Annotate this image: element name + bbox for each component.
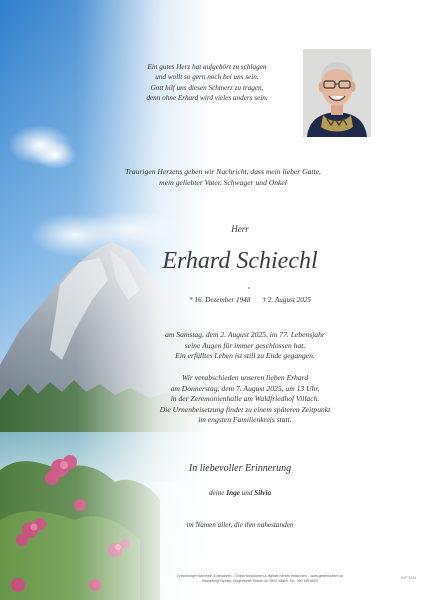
poem-line: und wollt so gern noch bei uns sein. — [155, 73, 259, 82]
farewell-details — [130, 373, 360, 426]
memory-heading: In liebevoller Erinnerung — [188, 463, 292, 474]
footer-imprint — [150, 574, 370, 584]
farewell-line: Wir verabschieden unseren lieben Erhard — [181, 373, 309, 382]
farewell-line: Die Urnenbeisetzung findet zu einem späteren Zeitpunkt — [159, 404, 331, 414]
mourner-name: Inge — [226, 489, 240, 497]
portrait-photo — [303, 49, 371, 137]
farewell-line: am Donnerstag, dem 7. August 2025, um 13 Uhr, — [170, 383, 320, 393]
poem — [118, 62, 296, 104]
passing-announcement — [130, 330, 360, 362]
template-code: SVP 9234 — [400, 576, 416, 580]
footer-line: Bestattung Kärnten, Klagenfurter Straße 44, 9500 Villach, Tel.: 050 199 6600 — [202, 579, 318, 583]
death-date: † 2. August 2025 — [262, 296, 312, 304]
deceased-name: Erhard Schiechl — [162, 248, 318, 274]
closing-line: im Namen aller, die ihm nahestanden — [186, 521, 294, 529]
mourners-prefix: deine — [208, 489, 225, 497]
mourners-conjunction: und — [241, 489, 253, 497]
passing-line: am Samstag, dem 2. August 2025, im 77. Lebensjahr — [165, 330, 325, 339]
poem-line: Gott hilf uns diesen Schmerz zu tragen, — [150, 83, 264, 92]
intro-text — [118, 166, 328, 188]
mourners — [160, 489, 320, 497]
farewell-line: im engsten Familienkreis statt. — [198, 415, 292, 424]
decorative-dot — [248, 287, 250, 289]
passing-line: Ein erfülltes Leben ist still zu Ende gegangen. — [175, 351, 315, 360]
poem-line: denn ohne Erhard wird vieles anders sein. — [146, 94, 268, 103]
farewell-line: in der Zeremonienhalle am Waldfriedhof Villach. — [170, 394, 320, 403]
poem-line: Ein gutes Herz hat aufgehört zu schlagen — [147, 63, 267, 71]
passing-line: seine Augen für immer geschlossen hat. — [184, 340, 306, 350]
footer-line: Erinnerungen sammeln & bewahren – Online kondolieren & digitale Kerzen entzünden – www.gedenkseiten.at — [177, 574, 343, 578]
salutation: Herr — [231, 224, 249, 234]
birth-date: * 16. Dezember 1948 — [188, 296, 251, 304]
portrait-image — [303, 49, 371, 137]
life-dates — [170, 296, 330, 304]
mourner-name: Silvia — [254, 489, 272, 497]
intro-line: mein geliebter Vater, Schwager und Onkel — [159, 178, 287, 187]
intro-line: Traurigen Herzens geben wir Nachricht, dass mein lieber Gatte, — [125, 167, 321, 176]
